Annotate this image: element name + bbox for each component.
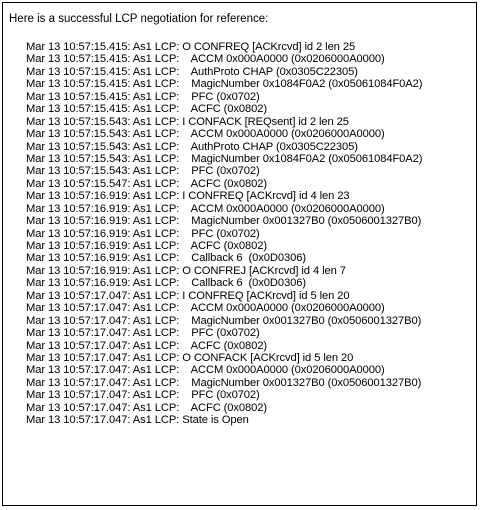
log-line: Mar 13 10:57:15.415: As1 LCP: O CONFREQ [ACKrcvd] id 2 len 25	[26, 41, 356, 53]
log-line: Mar 13 10:57:17.047: As1 LCP: State is Open	[26, 414, 249, 427]
log-line: Mar 13 10:57:15.543: As1 LCP: I CONFACK [REQsent] id 2 len 25	[26, 115, 349, 128]
log-line: Mar 13 10:57:15.543: As1 LCP: MagicNumber 0x1084F0A2 (0x05061084F0A2)	[26, 152, 423, 165]
log-line: Mar 13 10:57:16.919: As1 LCP: ACFC (0x0802)	[26, 240, 268, 252]
log-line: Mar 13 10:57:16.919: As1 LCP: MagicNumber 0x001327B0 (0x0506001327B0)	[26, 215, 422, 228]
log-line: Mar 13 10:57:15.543: As1 LCP: PFC (0x0702)	[26, 165, 260, 178]
log-line: Mar 13 10:57:17.047: As1 LCP: PFC (0x0702)	[26, 327, 260, 340]
log-line: Mar 13 10:57:17.047: As1 LCP: I CONFREQ [ACKrcvd] id 5 len 20	[26, 289, 350, 302]
log-line: Mar 13 10:57:15.415: As1 LCP: AuthProto CHAP (0x0305C22305)	[26, 65, 358, 78]
log-line: Mar 13 10:57:16.919: As1 LCP: ACCM 0x000A0000 (0x0206000A0000)	[26, 202, 385, 215]
log-line: Mar 13 10:57:16.919: As1 LCP: Callback 6 (0x0D0306)	[26, 252, 306, 265]
log-line: Mar 13 10:57:17.047: As1 LCP: MagicNumber 0x001327B0 (0x0506001327B0)	[26, 376, 422, 389]
log-line: Mar 13 10:57:15.543: As1 LCP: ACCM 0x000A0000 (0x0206000A0000)	[26, 128, 385, 141]
log-line: Mar 13 10:57:15.547: As1 LCP: ACFC (0x0802)	[26, 177, 268, 190]
log-line: Mar 13 10:57:16.919: As1 LCP: O CONFREJ [ACKrcvd] id 4 len 7	[26, 264, 346, 277]
log-line: Mar 13 10:57:16.919: As1 LCP: I CONFREQ [ACKrcvd] id 4 len 23	[26, 190, 350, 203]
log-line: Mar 13 10:57:17.047: As1 LCP: PFC (0x0702)	[26, 389, 260, 402]
log-line: Mar 13 10:57:15.415: As1 LCP: PFC (0x0702)	[26, 90, 260, 103]
log-line: Mar 13 10:57:17.047: As1 LCP: ACCM 0x000A0000 (0x0206000A0000)	[26, 302, 385, 315]
log-line: Mar 13 10:57:15.543: As1 LCP: AuthProto CHAP (0x0305C22305)	[26, 140, 358, 153]
log-frame	[2, 2, 477, 506]
log-line: Mar 13 10:57:17.047: As1 LCP: ACCM 0x000A0000 (0x0206000A0000)	[26, 364, 385, 377]
lcp-log	[26, 41, 422, 427]
log-line: Mar 13 10:57:17.047: As1 LCP: ACFC (0x0802)	[26, 401, 268, 414]
log-line: Mar 13 10:57:16.919: As1 LCP: Callback 6 (0x0D0306)	[26, 277, 306, 290]
log-line: Mar 13 10:57:15.415: As1 LCP: MagicNumber 0x1084F0A2 (0x05061084F0A2)	[26, 78, 423, 91]
log-line: Mar 13 10:57:15.415: As1 LCP: ACCM 0x000A0000 (0x0206000A0000)	[26, 53, 385, 66]
log-line: Mar 13 10:57:17.047: As1 LCP: O CONFACK [ACKrcvd] id 5 len 20	[26, 351, 354, 364]
log-line: Mar 13 10:57:16.919: As1 LCP: PFC (0x0702)	[26, 227, 260, 240]
log-line: Mar 13 10:57:17.047: As1 LCP: ACFC (0x0802)	[26, 339, 268, 352]
intro-text: Here is a successful LCP negotiation for reference:	[9, 13, 269, 25]
log-line: Mar 13 10:57:17.047: As1 LCP: MagicNumber 0x001327B0 (0x0506001327B0)	[26, 314, 422, 327]
log-line: Mar 13 10:57:15.415: As1 LCP: ACFC (0x0802)	[26, 103, 268, 116]
